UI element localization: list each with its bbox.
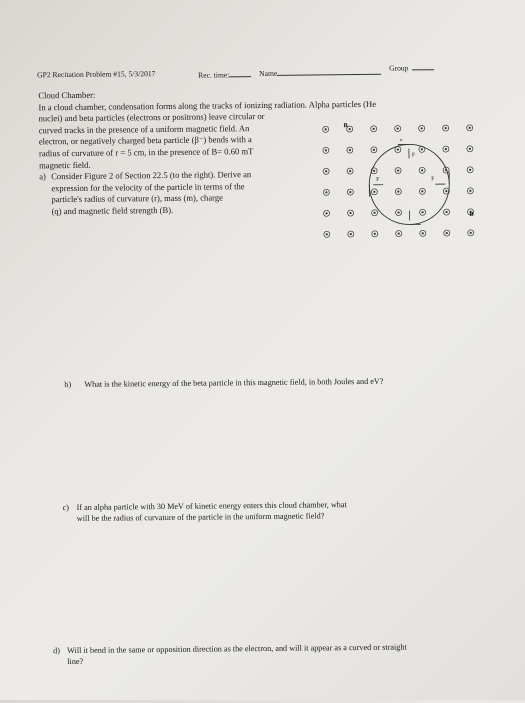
field-dot-center xyxy=(470,232,472,234)
field-dot-center xyxy=(421,211,423,213)
intro-line: magnetic field. xyxy=(39,156,377,171)
force-label: F xyxy=(431,176,434,182)
field-dot-center xyxy=(421,169,423,171)
magnetic-field-figure xyxy=(316,118,482,245)
field-dot-center xyxy=(349,170,351,172)
field-dot-center xyxy=(350,233,352,235)
field-dot-center xyxy=(397,127,399,129)
field-dot-center xyxy=(325,212,327,214)
field-dot-center xyxy=(373,191,375,193)
question-c-line: If an alpha particle with 30 MeV of kinetic energy enters this cloud chamber, what xyxy=(77,500,347,512)
field-dot-center xyxy=(422,232,424,234)
group-label xyxy=(389,61,435,72)
field-dot-center xyxy=(397,169,399,171)
question-a-line: Consider Figure 2 of Section 22.5 (to the right). Derive an xyxy=(51,169,251,181)
field-dot-center xyxy=(373,212,375,214)
question-d-line: Will it bend in the same or opposition direction as the electron, and will it appear as a curved or straight xyxy=(67,643,407,656)
field-dot-center xyxy=(349,149,351,151)
field-dot-center xyxy=(349,128,351,130)
field-dot-center xyxy=(374,233,376,235)
rec-time-text: Rec. time: xyxy=(198,70,229,79)
intro-line: nuclei) and beta particles (electrons or positrons) leave circular or xyxy=(39,110,377,125)
field-dot-center xyxy=(349,191,351,193)
field-dot-center xyxy=(469,148,471,150)
velocity-label: v xyxy=(400,138,403,144)
question-b xyxy=(64,376,383,390)
field-dot-center xyxy=(325,149,327,151)
field-dot-center xyxy=(469,127,471,129)
field-dot-grid xyxy=(323,125,474,238)
field-dot-center xyxy=(469,169,471,171)
field-dot-center xyxy=(349,212,351,214)
field-dot-center xyxy=(397,211,399,213)
question-a-label: a) xyxy=(39,171,51,183)
field-dot-center xyxy=(373,128,375,130)
question-d-line: line? xyxy=(53,653,407,668)
intro-line: radius of curvature of r = 5 cm, in the presence of B= 0.60 mT xyxy=(39,145,377,160)
field-dot-center xyxy=(325,191,327,193)
question-c-label: c) xyxy=(63,502,77,513)
field-dot-center xyxy=(421,190,423,192)
field-dot-center xyxy=(445,148,447,150)
force-label: F xyxy=(376,177,379,183)
figure-svg xyxy=(316,118,482,245)
question-d-label: d) xyxy=(53,645,67,656)
intro-line: curved tracks in the presence of a uniform magnetic field. An xyxy=(39,122,377,137)
question-a-line: expression for the velocity of the particle in terms of the xyxy=(39,181,251,195)
field-dot-center xyxy=(326,233,328,235)
field-dot-center xyxy=(325,170,327,172)
question-c-line: will be the radius of curvature of the particle in the uniform magnetic field? xyxy=(63,510,347,524)
field-dot-center xyxy=(446,232,448,234)
name-blank xyxy=(277,66,381,76)
field-dot-center xyxy=(445,211,447,213)
group-text: Group xyxy=(389,63,408,72)
field-dot-center xyxy=(445,127,447,129)
field-dot-center xyxy=(373,170,375,172)
intro-line: electron, or negatively charged beta particle (β⁻) bends with a xyxy=(39,133,377,148)
question-c xyxy=(63,499,347,524)
field-dot-center xyxy=(398,232,400,234)
field-dot-center xyxy=(325,128,327,130)
field-dot-center xyxy=(397,148,399,150)
group-blank xyxy=(412,61,434,70)
rec-time-blank xyxy=(229,68,251,77)
question-b-text: What is the kinetic energy of the beta particle in this magnetic field, in both Joules and eV? xyxy=(84,377,383,389)
field-dot-center xyxy=(397,190,399,192)
field-dot-center xyxy=(421,148,423,150)
field-label-top: B xyxy=(344,123,348,129)
name-text: Name xyxy=(259,69,277,78)
question-a xyxy=(39,169,251,218)
field-dot-center xyxy=(373,149,375,151)
field-dot-center xyxy=(421,127,423,129)
field-dot-center xyxy=(469,190,471,192)
worksheet-title: GP2 Recitation Problem #15, 5/3/2017 xyxy=(37,70,155,79)
field-label-side: B xyxy=(470,212,474,218)
intro-line: In a cloud chamber, condensation forms along the tracks of ionizing radiation. Alpha particles (He xyxy=(38,98,376,113)
force-label: F xyxy=(412,152,415,158)
question-a-line: particle's radius of curvature (r), mass (m), charge xyxy=(39,192,251,206)
rec-time-label xyxy=(198,68,251,79)
question-d xyxy=(53,642,407,668)
question-a-line: (q) and magnetic field strength (B). xyxy=(39,204,251,218)
intro-heading: Cloud Chamber: xyxy=(38,87,376,102)
question-b-label: b) xyxy=(64,379,84,390)
name-label xyxy=(259,66,381,78)
field-dot-center xyxy=(445,190,447,192)
